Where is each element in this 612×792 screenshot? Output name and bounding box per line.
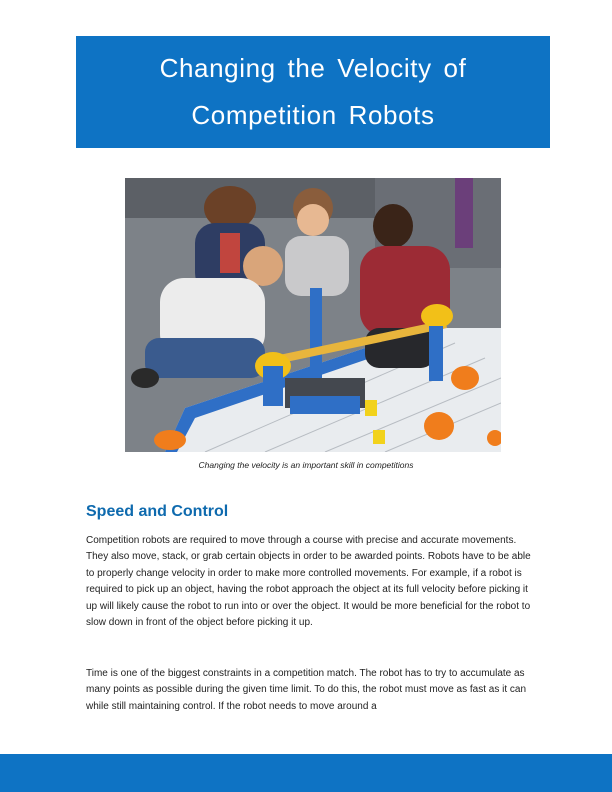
paragraph-time-constraints: Time is one of the biggest constraints in a competition match. The robot has to try to accumulate as many points as possible during the given time limit. To do this, the robot must move as fast as it can while still maintaining control. If the robot needs to move around a <box>86 668 527 712</box>
image-caption: Changing the velocity is an important skill in competitions <box>198 460 414 470</box>
title-banner <box>76 36 550 148</box>
students-robot-photo <box>125 178 501 452</box>
title-line-2: Competition Robots <box>191 100 435 130</box>
section-heading: Speed and Control <box>86 503 229 520</box>
footer-bar <box>0 754 612 792</box>
paragraph-speed-control: Competition robots are required to move through a course with precise and accurate movements. They also move, stack, or grab certain objects in order to be awarded points. Robots have to be able to properly change velocity in order to make more controlled movements. For example, if a robot is required to pick up an object, having the robot approach the object at its full velocity before picking it up will likely cause the robot to run into or over the object. It would be more beneficial for the robot to slow down in front of the object before picking it up. <box>86 535 531 629</box>
title-line-1: Changing the Velocity of <box>159 53 467 83</box>
